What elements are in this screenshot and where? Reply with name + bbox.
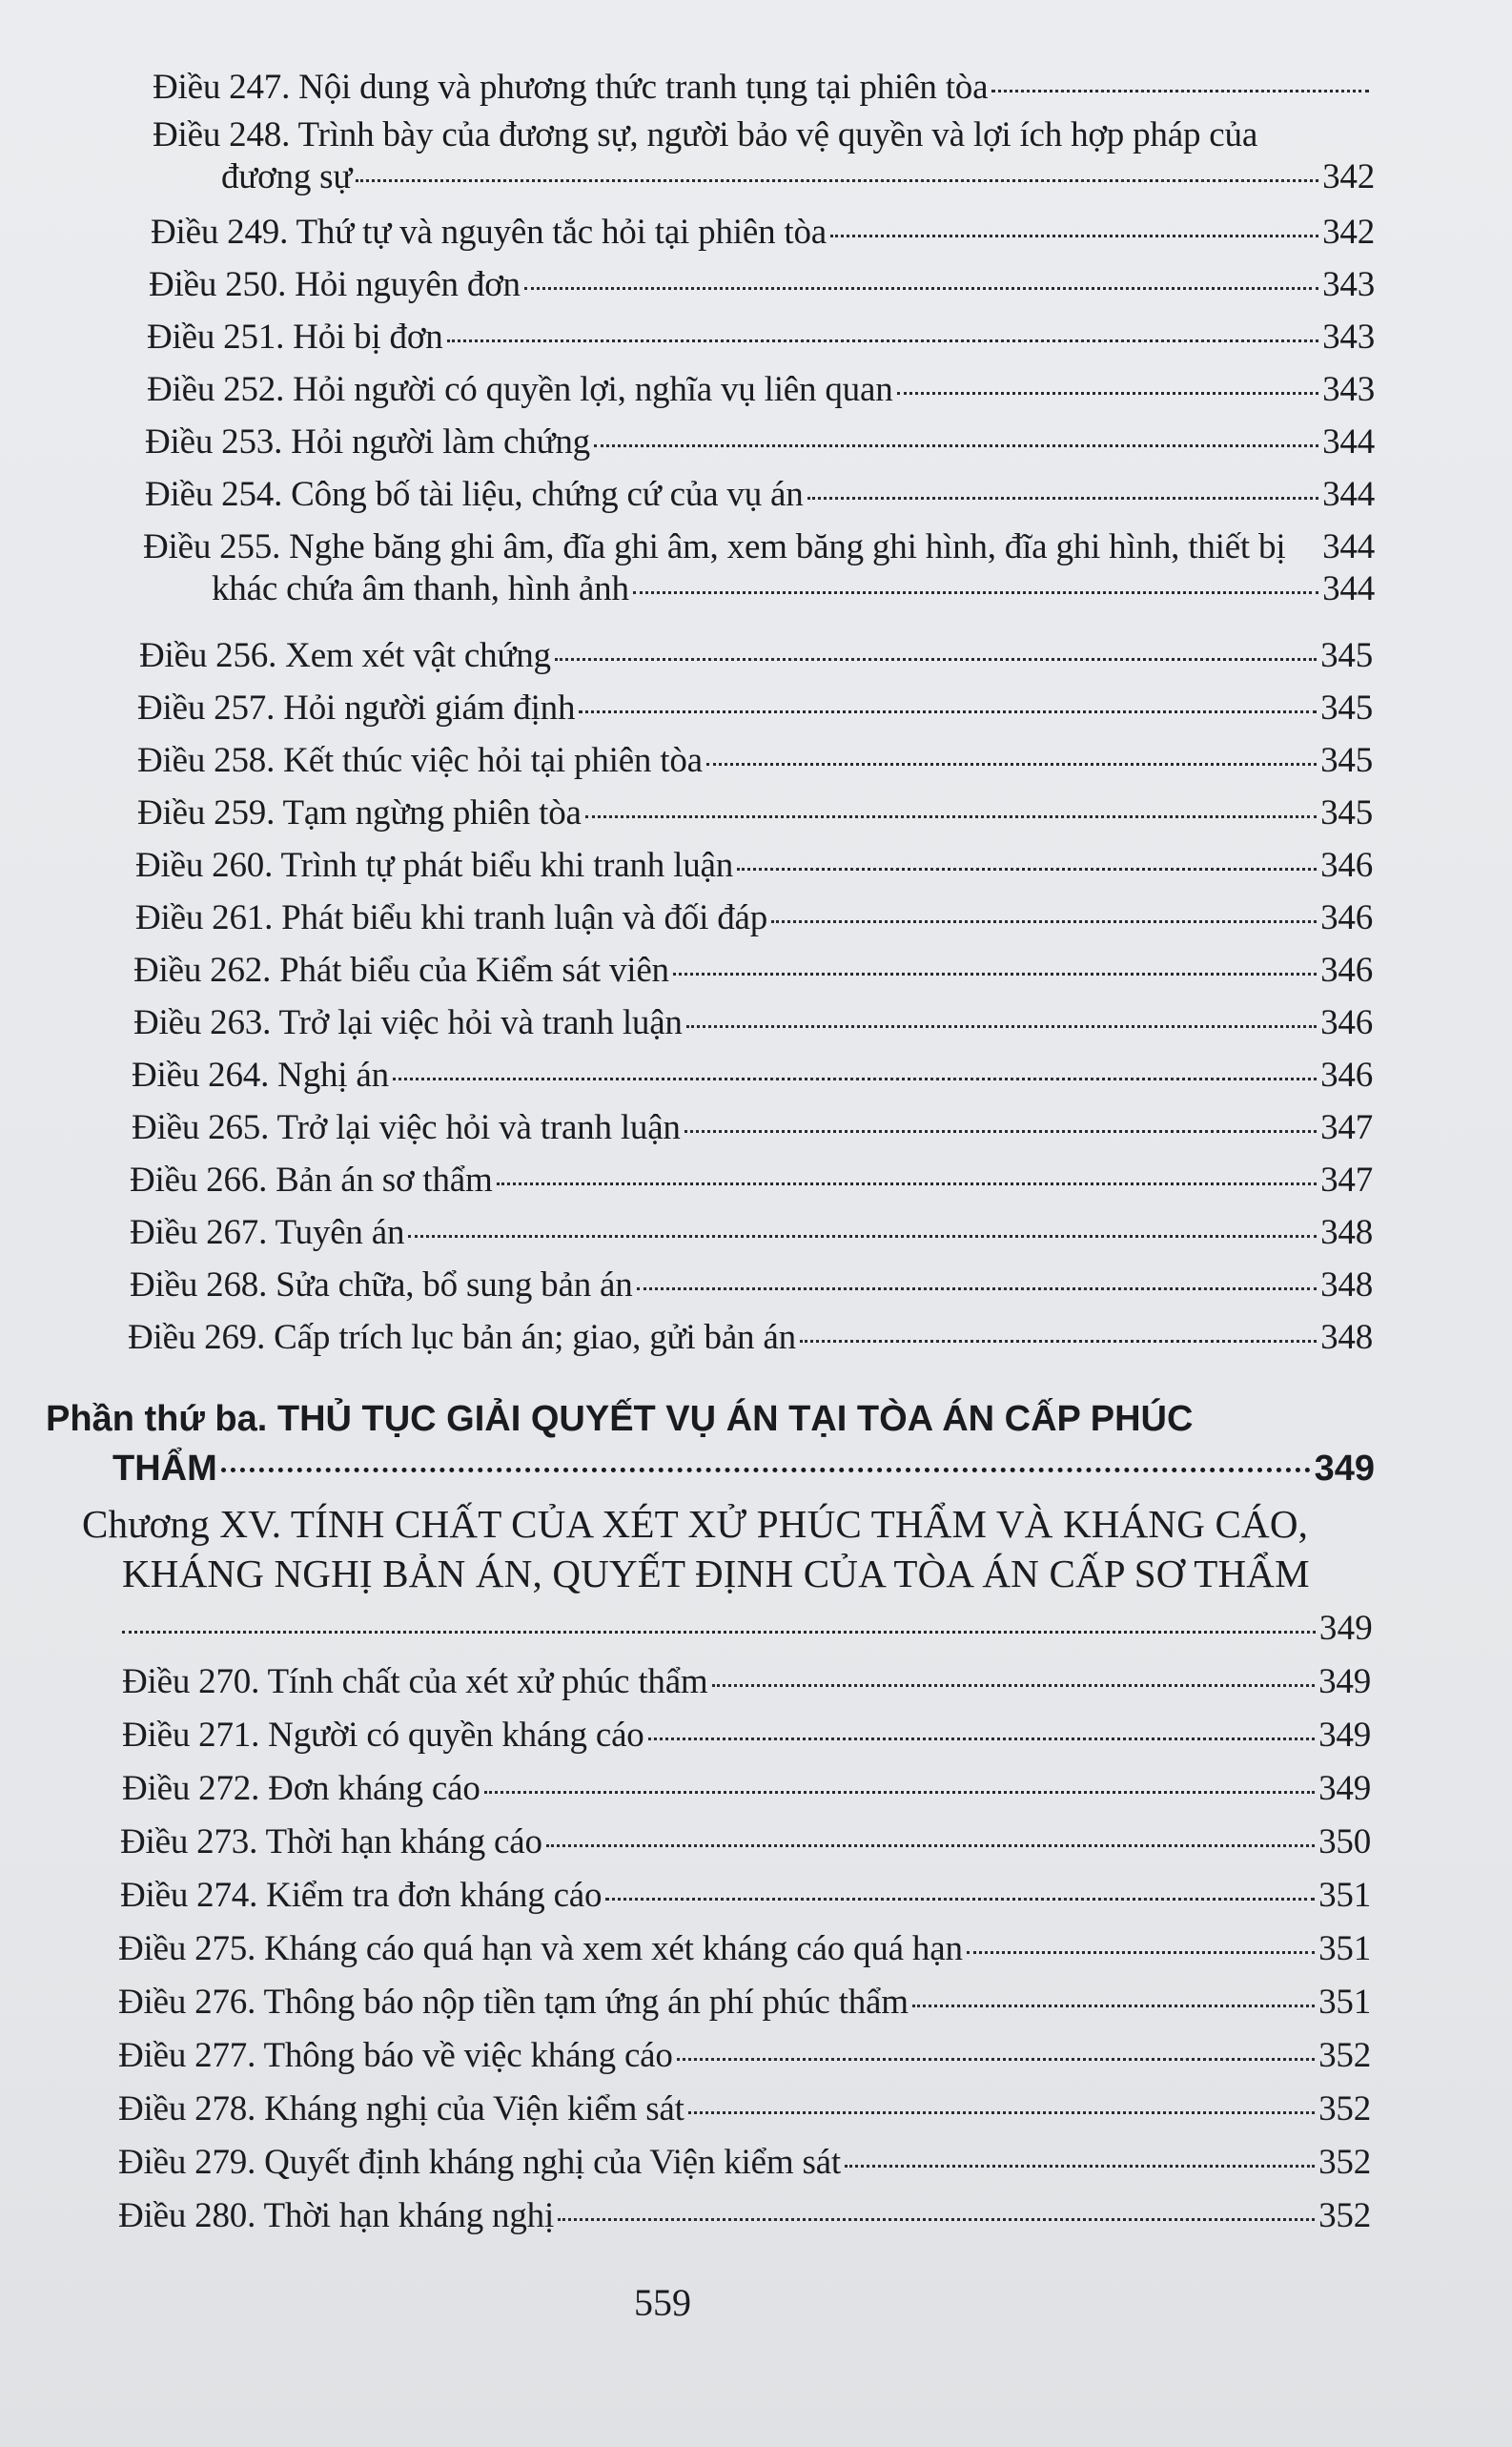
entry-label: Điều 253. Hỏi người làm chứng [145, 422, 590, 462]
entry-page: 346 [1320, 846, 1373, 885]
toc-entry [153, 114, 1375, 198]
entry-page: 349 [1318, 1662, 1371, 1701]
entry-page: 347 [1320, 1161, 1373, 1200]
dot-leader [558, 2218, 1315, 2221]
entry-label: Điều 279. Quyết định kháng nghị của Viện kiểm sát [118, 2143, 841, 2182]
entry-page: 346 [1320, 898, 1373, 937]
entry-label: Điều 270. Tính chất của xét xử phúc thẩm [122, 1662, 708, 1701]
toc-entry [143, 526, 1375, 610]
dot-leader [524, 287, 1318, 290]
dot-leader [673, 973, 1317, 976]
dot-leader [555, 658, 1317, 661]
dot-leader [633, 591, 1318, 594]
toc-entry [118, 2088, 1371, 2130]
chapter-title-continued: KHÁNG NGHỊ BẢN ÁN, QUYẾT ĐỊNH CỦA TÒA ÁN CẤP SƠ THẨM [122, 1552, 1310, 1595]
entry-label: Điều 262. Phát biểu của Kiểm sát viên [133, 951, 669, 990]
dot-leader [845, 2165, 1315, 2168]
entry-page: 346 [1320, 1003, 1373, 1042]
entry-label: Điều 257. Hỏi người giám định [137, 689, 576, 728]
toc-entry [145, 422, 1375, 463]
entry-page: 342 [1322, 213, 1375, 252]
part-heading [46, 1394, 1375, 1493]
entry-page: 352 [1318, 2143, 1371, 2182]
entry-page: 345 [1320, 741, 1373, 780]
page-number: 559 [634, 2281, 691, 2324]
dot-leader [706, 763, 1317, 766]
entry-page: 349 [1318, 1769, 1371, 1808]
toc-entry [120, 1875, 1371, 1917]
entry-label: Điều 256. Xem xét vật chứng [139, 636, 551, 675]
toc-entry [118, 1982, 1371, 2024]
entry-label: Điều 271. Người có quyền kháng cáo [122, 1716, 644, 1755]
toc-entry [120, 1821, 1371, 1863]
dot-leader [991, 90, 1369, 93]
toc-entry [145, 474, 1375, 516]
entry-page: 342 [1322, 157, 1375, 196]
dot-leader [800, 1340, 1317, 1343]
entry-page: 345 [1320, 793, 1373, 833]
toc-entry [118, 2035, 1371, 2077]
dot-leader [546, 1844, 1315, 1847]
entry-label: Điều 263. Trở lại việc hỏi và tranh luận [133, 1003, 683, 1042]
dot-leader [737, 868, 1317, 871]
entry-page: 347 [1320, 1108, 1373, 1147]
part-title-continued: THẨM [112, 1449, 217, 1489]
dot-leader [122, 1631, 1316, 1634]
toc-entry [135, 897, 1373, 939]
entry-label-continued: khác chứa âm thanh, hình ảnh [212, 569, 629, 608]
toc-entry [137, 792, 1373, 834]
toc-entry [132, 1055, 1373, 1097]
entry-label: Điều 258. Kết thúc việc hỏi tại phiên tòa [137, 741, 703, 780]
dot-leader [605, 1898, 1315, 1901]
part-title: Phần thứ ba. THỦ TỤC GIẢI QUYẾT VỤ ÁN TẠI TÒA ÁN CẤP PHÚC [46, 1399, 1194, 1439]
entry-label: Điều 252. Hỏi người có quyền lợi, nghĩa vụ liên quan [147, 370, 893, 409]
entry-label: Điều 260. Trình tự phát biểu khi tranh luận [135, 846, 734, 885]
toc-entry [122, 1768, 1371, 1810]
entry-page: 343 [1322, 370, 1375, 409]
entry-label: Điều 248. Trình bày của đương sự, người bảo vệ quyền và lợi ích hợp pháp của [153, 115, 1258, 154]
toc-entry [137, 688, 1373, 730]
dot-leader [677, 2058, 1315, 2061]
dot-leader [684, 1130, 1317, 1133]
entry-label: Điều 268. Sửa chữa, bổ sung bản án [130, 1265, 633, 1305]
entry-page: 351 [1318, 1929, 1371, 1968]
toc-entry [153, 67, 1373, 109]
dot-leader [497, 1182, 1318, 1185]
entry-page: 348 [1320, 1318, 1373, 1357]
chapter-page: 349 [1318, 1609, 1373, 1648]
dot-leader [688, 2111, 1315, 2114]
toc-entry [130, 1212, 1373, 1254]
dot-leader [912, 2005, 1315, 2007]
dot-leader [585, 815, 1317, 818]
entry-label: Điều 277. Thông báo về việc kháng cáo [118, 2036, 673, 2075]
chapter-title: Chương XV. TÍNH CHẤT CỦA XÉT XỬ PHÚC THẨM VÀ KHÁNG CÁO, [82, 1502, 1309, 1546]
entry-label: Điều 255. Nghe băng ghi âm, đĩa ghi âm, xem băng ghi hình, đĩa ghi hình, thiết bị [143, 527, 1286, 566]
dot-leader [712, 1684, 1316, 1687]
toc-entry [130, 1160, 1373, 1202]
dot-leader [393, 1078, 1317, 1080]
entry-page: 344 [1322, 475, 1375, 514]
toc-entry [135, 845, 1373, 887]
entry-page: 346 [1320, 1056, 1373, 1095]
entry-page: 348 [1320, 1265, 1373, 1305]
entry-label: Điều 269. Cấp trích lục bản án; giao, gửi bản án [128, 1318, 796, 1357]
dot-leader [484, 1791, 1315, 1794]
entry-page: 352 [1318, 2089, 1371, 2128]
entry-label: Điều 265. Trở lại việc hỏi và tranh luận [132, 1108, 681, 1147]
entry-label: Điều 259. Tạm ngừng phiên tòa [137, 793, 582, 833]
entry-label: Điều 261. Phát biểu khi tranh luận và đối đáp [135, 898, 768, 937]
toc-entry [133, 1002, 1373, 1044]
entry-label: Điều 247. Nội dung và phương thức tranh tụng tại phiên tòa [153, 68, 989, 107]
entry-label: Điều 266. Bản án sơ thẩm [130, 1161, 493, 1200]
entry-label: Điều 275. Kháng cáo quá hạn và xem xét kháng cáo quá hạn [118, 1929, 963, 1968]
toc-entry [118, 2142, 1371, 2184]
entry-label: Điều 251. Hỏi bị đơn [147, 318, 443, 357]
toc-entry [137, 740, 1373, 782]
entry-page: 344 [1322, 422, 1375, 462]
entry-page: 346 [1320, 951, 1373, 990]
dot-leader [807, 497, 1319, 500]
entry-label: Điều 250. Hỏi nguyên đơn [149, 265, 521, 304]
part-page: 349 [1314, 1449, 1375, 1489]
dot-leader [967, 1951, 1315, 1954]
entry-label: Điều 267. Tuyên án [130, 1213, 405, 1252]
toc-entry [133, 950, 1373, 992]
dot-leader [830, 235, 1318, 237]
entry-page: 351 [1318, 1983, 1371, 2022]
toc-entry [132, 1107, 1373, 1149]
dot-leader [221, 1468, 1311, 1472]
entry-label-continued: đương sự [221, 157, 353, 196]
entry-page: 345 [1320, 636, 1373, 675]
entry-label: Điều 280. Thời hạn kháng nghị [118, 2196, 555, 2235]
toc-entry [130, 1265, 1373, 1306]
toc-entry [151, 212, 1375, 254]
dot-leader [408, 1235, 1317, 1238]
dot-leader [686, 1025, 1317, 1028]
toc-entry [118, 1928, 1371, 1970]
toc-entry [118, 2195, 1371, 2237]
entry-page: 352 [1318, 2196, 1371, 2235]
entry-page: 344 [1322, 569, 1375, 608]
entry-page: 350 [1318, 1822, 1371, 1861]
dot-leader [356, 179, 1318, 182]
dot-leader [897, 392, 1319, 395]
dot-leader [648, 1738, 1315, 1740]
toc-entry [147, 369, 1375, 411]
entry-label: Điều 264. Nghị án [132, 1056, 389, 1095]
entry-label: Điều 249. Thứ tự và nguyên tắc hỏi tại phiên tòa [151, 213, 828, 252]
entry-page: 348 [1320, 1213, 1373, 1252]
entry-page: 351 [1318, 1876, 1371, 1915]
toc-entry [139, 635, 1373, 677]
entry-label: Điều 272. Đơn kháng cáo [122, 1769, 480, 1808]
entry-page: 352 [1318, 2036, 1371, 2075]
dot-leader [771, 920, 1317, 923]
entry-page: 343 [1322, 318, 1375, 357]
dot-leader [447, 339, 1319, 342]
entry-label: Điều 274. Kiểm tra đơn kháng cáo [120, 1876, 603, 1915]
dot-leader [579, 710, 1317, 713]
toc-entry [149, 264, 1375, 306]
entry-label: Điều 273. Thời hạn kháng cáo [120, 1822, 542, 1861]
entry-label: Điều 278. Kháng nghị của Viện kiểm sát [118, 2089, 684, 2128]
toc-entry [147, 317, 1375, 359]
entry-label: Điều 276. Thông báo nộp tiền tạm ứng án phí phúc thẩm [118, 1983, 909, 2022]
entry-page: 345 [1320, 689, 1373, 728]
dot-leader [637, 1287, 1318, 1290]
entry-page-first-line: 344 [1322, 527, 1375, 566]
chapter-heading [82, 1499, 1373, 1654]
toc-entry [122, 1715, 1371, 1757]
entry-page: 349 [1318, 1716, 1371, 1755]
toc-entry [122, 1661, 1371, 1703]
toc-entry [128, 1317, 1373, 1359]
dot-leader [594, 444, 1318, 447]
entry-label: Điều 254. Công bố tài liệu, chứng cứ của vụ án [145, 475, 804, 514]
entry-page: 343 [1322, 265, 1375, 304]
